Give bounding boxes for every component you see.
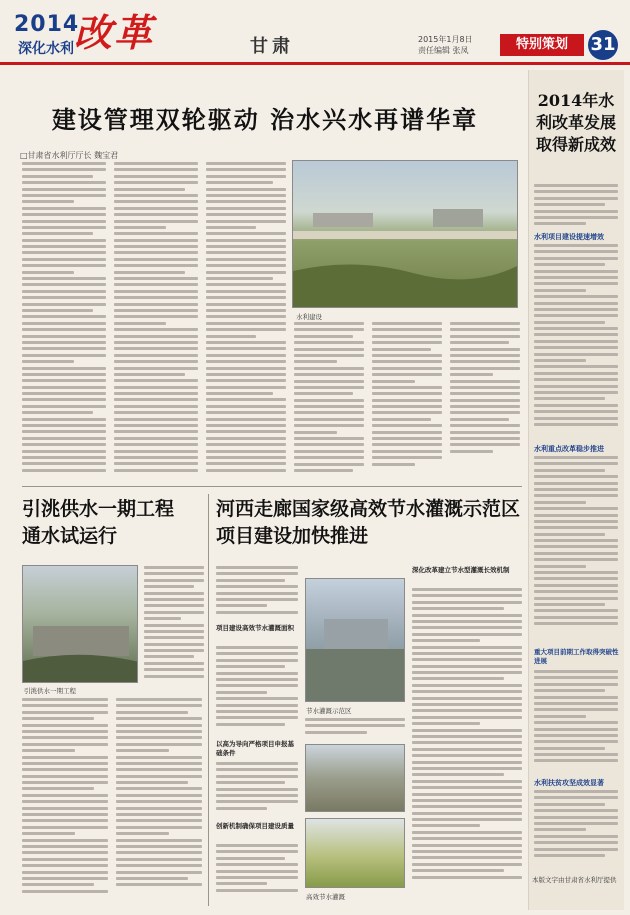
sidebar-subhead-4: 水利扶贫攻坚成效显著 (534, 779, 604, 787)
section-tag: 特别策划 (500, 34, 584, 56)
photo-top-caption: 水利建设 (296, 313, 322, 321)
article3-column-3 (412, 588, 522, 904)
article3-column-2 (305, 718, 405, 740)
date-line: 2015年1月8日 (418, 35, 473, 44)
editor-line: 责任编辑 张凤 (418, 46, 469, 55)
main-headline: 建设管理双轮驱动 治水兴水再谱华章 (51, 106, 479, 134)
article3-column-1 (216, 566, 298, 620)
photo-irrigation-c (305, 818, 405, 888)
main-article-column-5 (372, 322, 442, 478)
canal-band (293, 231, 518, 239)
photo-top-scene (293, 161, 518, 308)
main-article-column-2 (114, 162, 198, 480)
building-shape (313, 213, 373, 227)
header-rule (0, 62, 630, 65)
page-number: 31 (588, 30, 618, 60)
sidebar-intro (534, 184, 618, 228)
article2-intro-column (144, 566, 204, 686)
article3-subhead-2: 以高为导向严格项目申报基础条件 (216, 740, 294, 757)
article3-column-1d (216, 844, 298, 904)
photo-mid-a-scene (306, 579, 405, 702)
main-byline: □甘肃省水利厅厅长 魏宝君 (20, 151, 119, 160)
article3-headline: 河西走廊国家级高效节水灌溉示范区项目建设加快推进 (216, 498, 521, 547)
masthead-subtitle: 深化水利 (18, 41, 74, 57)
sidebar-section-3 (534, 670, 618, 774)
sidebar-section-2 (534, 456, 618, 644)
article2-column-2 (116, 698, 202, 904)
article3-subhead-4: 深化改革建立节水型灌溉长效机制 (412, 566, 510, 574)
article3-subhead-1: 项目建设高效节水灌溉面积 (216, 624, 294, 632)
sidebar-section-4 (534, 790, 618, 870)
article2-headline: 引洮供水一期工程通水试运行 (22, 498, 175, 547)
ground-shape (23, 655, 138, 683)
photo-bottom-left-caption: 引洮供水一期工程 (24, 687, 76, 695)
photo-tunnel-project (22, 565, 138, 683)
photo-irrigation-b (305, 744, 405, 812)
masthead-logo-title: 改革 (74, 10, 155, 55)
column-divider (208, 494, 209, 906)
photo-irrigation-a (305, 578, 405, 702)
article3-subhead-3: 创新机制确保项目建设质量 (216, 822, 294, 830)
photo-water-project (292, 160, 518, 308)
main-article-column-4 (294, 322, 364, 478)
building-shape-2 (433, 209, 483, 227)
main-article-column-6 (450, 322, 520, 478)
field-shape (293, 264, 518, 308)
section-divider (22, 486, 522, 487)
sidebar-section-1 (534, 244, 618, 440)
sidebar-title: 2014年水利改革发展取得新成效 (535, 91, 616, 154)
section-region: 甘肃 (250, 36, 294, 57)
date-block (418, 34, 473, 56)
article3-column-1b (216, 646, 298, 736)
article3-column-1c (216, 762, 298, 818)
main-article-column-3 (206, 162, 286, 480)
masthead-year: 2014 (14, 12, 80, 37)
photo-bottom-left-scene (23, 566, 138, 683)
article2-column-1 (22, 698, 108, 904)
tank-shape (324, 619, 388, 649)
sidebar-subhead-3: 重大项目前期工作取得突破性进展 (534, 648, 619, 665)
structure-shape (33, 626, 129, 656)
facility-shape (306, 649, 405, 702)
main-article-column-1 (22, 162, 106, 480)
sidebar-subhead-1: 水利项目建设提速增效 (534, 233, 604, 241)
photo-mid-c-caption: 高效节水灌溉 (306, 893, 345, 901)
photo-mid-a-caption: 节水灌溉示范区 (306, 707, 352, 715)
sidebar-footer-note: 本版文字由甘肃省水利厅提供 (532, 876, 617, 884)
sidebar-subhead-2: 水利重点改革稳步推进 (534, 445, 604, 453)
